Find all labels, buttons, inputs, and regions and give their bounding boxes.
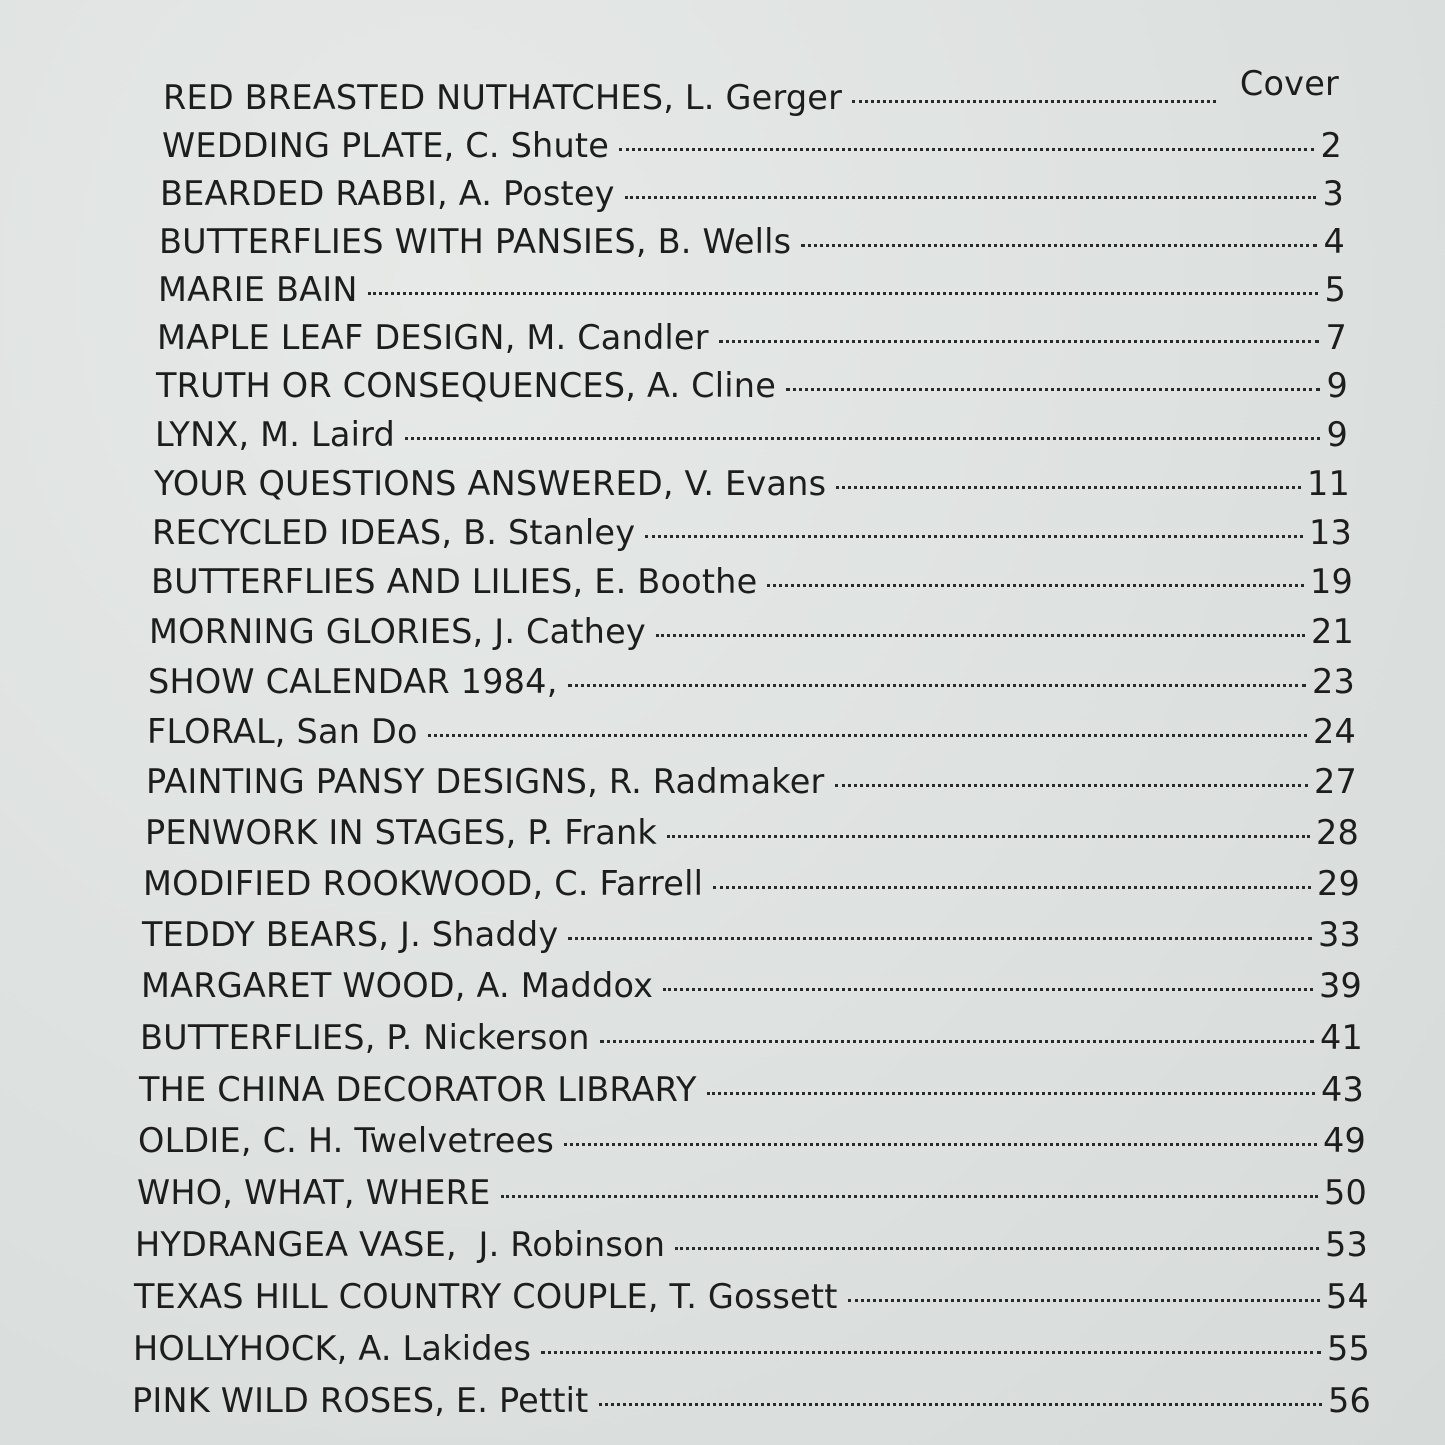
- entry-page: 56: [1327, 1381, 1371, 1420]
- entry-page: 4: [1323, 222, 1345, 261]
- dot-leader: [599, 1403, 1322, 1406]
- entry-title: PAINTING PANSY DESIGNS, R. Radmaker: [146, 762, 825, 801]
- entry-page: 9: [1326, 415, 1348, 454]
- entry-title: MORNING GLORIES, J. Cathey: [149, 612, 646, 651]
- entry-page: 28: [1315, 813, 1359, 852]
- toc-entry: [154, 464, 1350, 510]
- dot-leader: [368, 292, 1319, 295]
- entry-title: MAPLE LEAF DESIGN, M. Candler: [157, 318, 709, 357]
- entry-title: PENWORK IN STAGES, P. Frank: [145, 813, 657, 852]
- toc-entry: [151, 562, 1353, 608]
- entry-page: 5: [1324, 270, 1346, 309]
- entry-title: PINK WILD ROSES, E. Pettit: [132, 1381, 589, 1420]
- entry-title: BUTTERFLIES AND LILIES, E. Boothe: [151, 562, 758, 601]
- toc-entry: [137, 1173, 1367, 1219]
- entry-page: 53: [1324, 1225, 1368, 1264]
- dot-leader: [568, 684, 1306, 687]
- dot-leader: [801, 244, 1317, 247]
- dot-leader: [625, 196, 1317, 199]
- entry-title: TEDDY BEARS, J. Shaddy: [142, 915, 559, 954]
- dot-leader: [656, 634, 1305, 637]
- toc-entry: [155, 415, 1348, 461]
- toc-entry: [145, 813, 1359, 859]
- entry-page: 49: [1322, 1121, 1366, 1160]
- dot-leader: [848, 1299, 1320, 1302]
- dot-leader: [786, 388, 1320, 391]
- toc-entry: [139, 1070, 1364, 1116]
- entry-page: 29: [1316, 864, 1360, 903]
- entry-page: 43: [1320, 1070, 1364, 1109]
- toc-entry: [147, 712, 1356, 758]
- toc-entry: [142, 915, 1361, 961]
- dot-leader: [501, 1195, 1318, 1198]
- toc-entry: [148, 662, 1355, 708]
- toc-entry: [160, 174, 1344, 220]
- entry-title: BUTTERFLIES WITH PANSIES, B. Wells: [159, 222, 792, 261]
- entry-page: 41: [1319, 1018, 1363, 1057]
- entry-page: 19: [1309, 562, 1353, 601]
- entry-page: 55: [1326, 1329, 1370, 1368]
- dot-leader: [835, 784, 1308, 787]
- dot-leader: [767, 584, 1304, 587]
- toc-entry: [140, 1018, 1363, 1064]
- toc-entry: [135, 1225, 1368, 1271]
- toc-entry: [132, 1381, 1371, 1427]
- dot-leader: [667, 835, 1310, 838]
- toc-entry: [157, 318, 1347, 364]
- dot-leader: [428, 734, 1307, 737]
- entry-title: TRUTH OR CONSEQUENCES, A. Cline: [156, 366, 777, 405]
- entry-page: 39: [1318, 966, 1362, 1005]
- entry-title: WEDDING PLATE, C. Shute: [162, 126, 610, 165]
- toc-entry: [163, 64, 1339, 124]
- dot-leader: [675, 1247, 1319, 1250]
- toc-entry: [159, 222, 1345, 268]
- entry-title: MARIE BAIN: [158, 270, 358, 309]
- entry-title: SHOW CALENDAR 1984,: [148, 662, 558, 701]
- entry-title: YOUR QUESTIONS ANSWERED, V. Evans: [154, 464, 827, 503]
- entry-page: 50: [1323, 1173, 1367, 1212]
- dot-leader: [564, 1143, 1317, 1146]
- entry-page: 11: [1306, 464, 1350, 503]
- entry-page: 9: [1326, 366, 1348, 405]
- toc-entry: [138, 1121, 1366, 1167]
- entry-page: 54: [1325, 1277, 1369, 1316]
- entry-title: WHO, WHAT, WHERE: [137, 1173, 491, 1212]
- dot-leader: [600, 1040, 1314, 1043]
- entry-title: BEARDED RABBI, A. Postey: [160, 174, 615, 213]
- entry-page: 33: [1317, 915, 1361, 954]
- dot-leader: [541, 1351, 1321, 1354]
- entry-page: 27: [1313, 762, 1357, 801]
- toc-entry: [134, 1277, 1369, 1323]
- entry-title: BUTTERFLIES, P. Nickerson: [140, 1018, 590, 1057]
- entry-page: 13: [1308, 513, 1352, 552]
- dot-leader: [619, 148, 1314, 151]
- entry-title: MODIFIED ROOKWOOD, C. Farrell: [143, 864, 704, 903]
- toc-entry: [158, 270, 1346, 316]
- dot-leader: [645, 535, 1303, 538]
- dot-leader: [707, 1092, 1315, 1095]
- dot-leader: [568, 937, 1312, 940]
- toc-entry: [156, 366, 1348, 412]
- entry-title: HOLLYHOCK, A. Lakides: [133, 1329, 532, 1368]
- entry-page: 3: [1322, 174, 1344, 213]
- entry-title: RED BREASTED NUTHATCHES, L. Gerger: [163, 78, 843, 117]
- entry-title: MARGARET WOOD, A. Maddox: [141, 966, 654, 1005]
- toc-entry: [143, 864, 1360, 910]
- entry-title: TEXAS HILL COUNTRY COUPLE, T. Gossett: [134, 1277, 838, 1316]
- entry-page: 7: [1325, 318, 1347, 357]
- entry-title: RECYCLED IDEAS, B. Stanley: [152, 513, 636, 552]
- entry-page: 24: [1312, 712, 1356, 751]
- dot-leader: [719, 340, 1320, 343]
- dot-leader: [852, 100, 1216, 103]
- toc-entry: [149, 612, 1354, 658]
- toc-entry: [152, 513, 1352, 559]
- entry-page: 23: [1311, 662, 1355, 701]
- dot-leader: [836, 486, 1301, 489]
- toc-entry: [141, 966, 1362, 1012]
- dot-leader: [663, 988, 1313, 991]
- entry-page: 21: [1310, 612, 1354, 651]
- entry-page: 2: [1320, 126, 1342, 165]
- toc-entry: [162, 126, 1342, 172]
- entry-page: Cover: [1239, 64, 1339, 103]
- entry-title: LYNX, M. Laird: [155, 415, 395, 454]
- toc-entry: [133, 1329, 1370, 1375]
- entry-title: HYDRANGEA VASE, J. Robinson: [135, 1225, 666, 1264]
- entry-title: OLDIE, C. H. Twelvetrees: [138, 1121, 555, 1160]
- entry-title: THE CHINA DECORATOR LIBRARY: [139, 1070, 697, 1109]
- entry-title: FLORAL, San Do: [147, 712, 418, 751]
- toc-entry: [146, 762, 1357, 808]
- dot-leader: [713, 886, 1311, 889]
- dot-leader: [405, 437, 1321, 440]
